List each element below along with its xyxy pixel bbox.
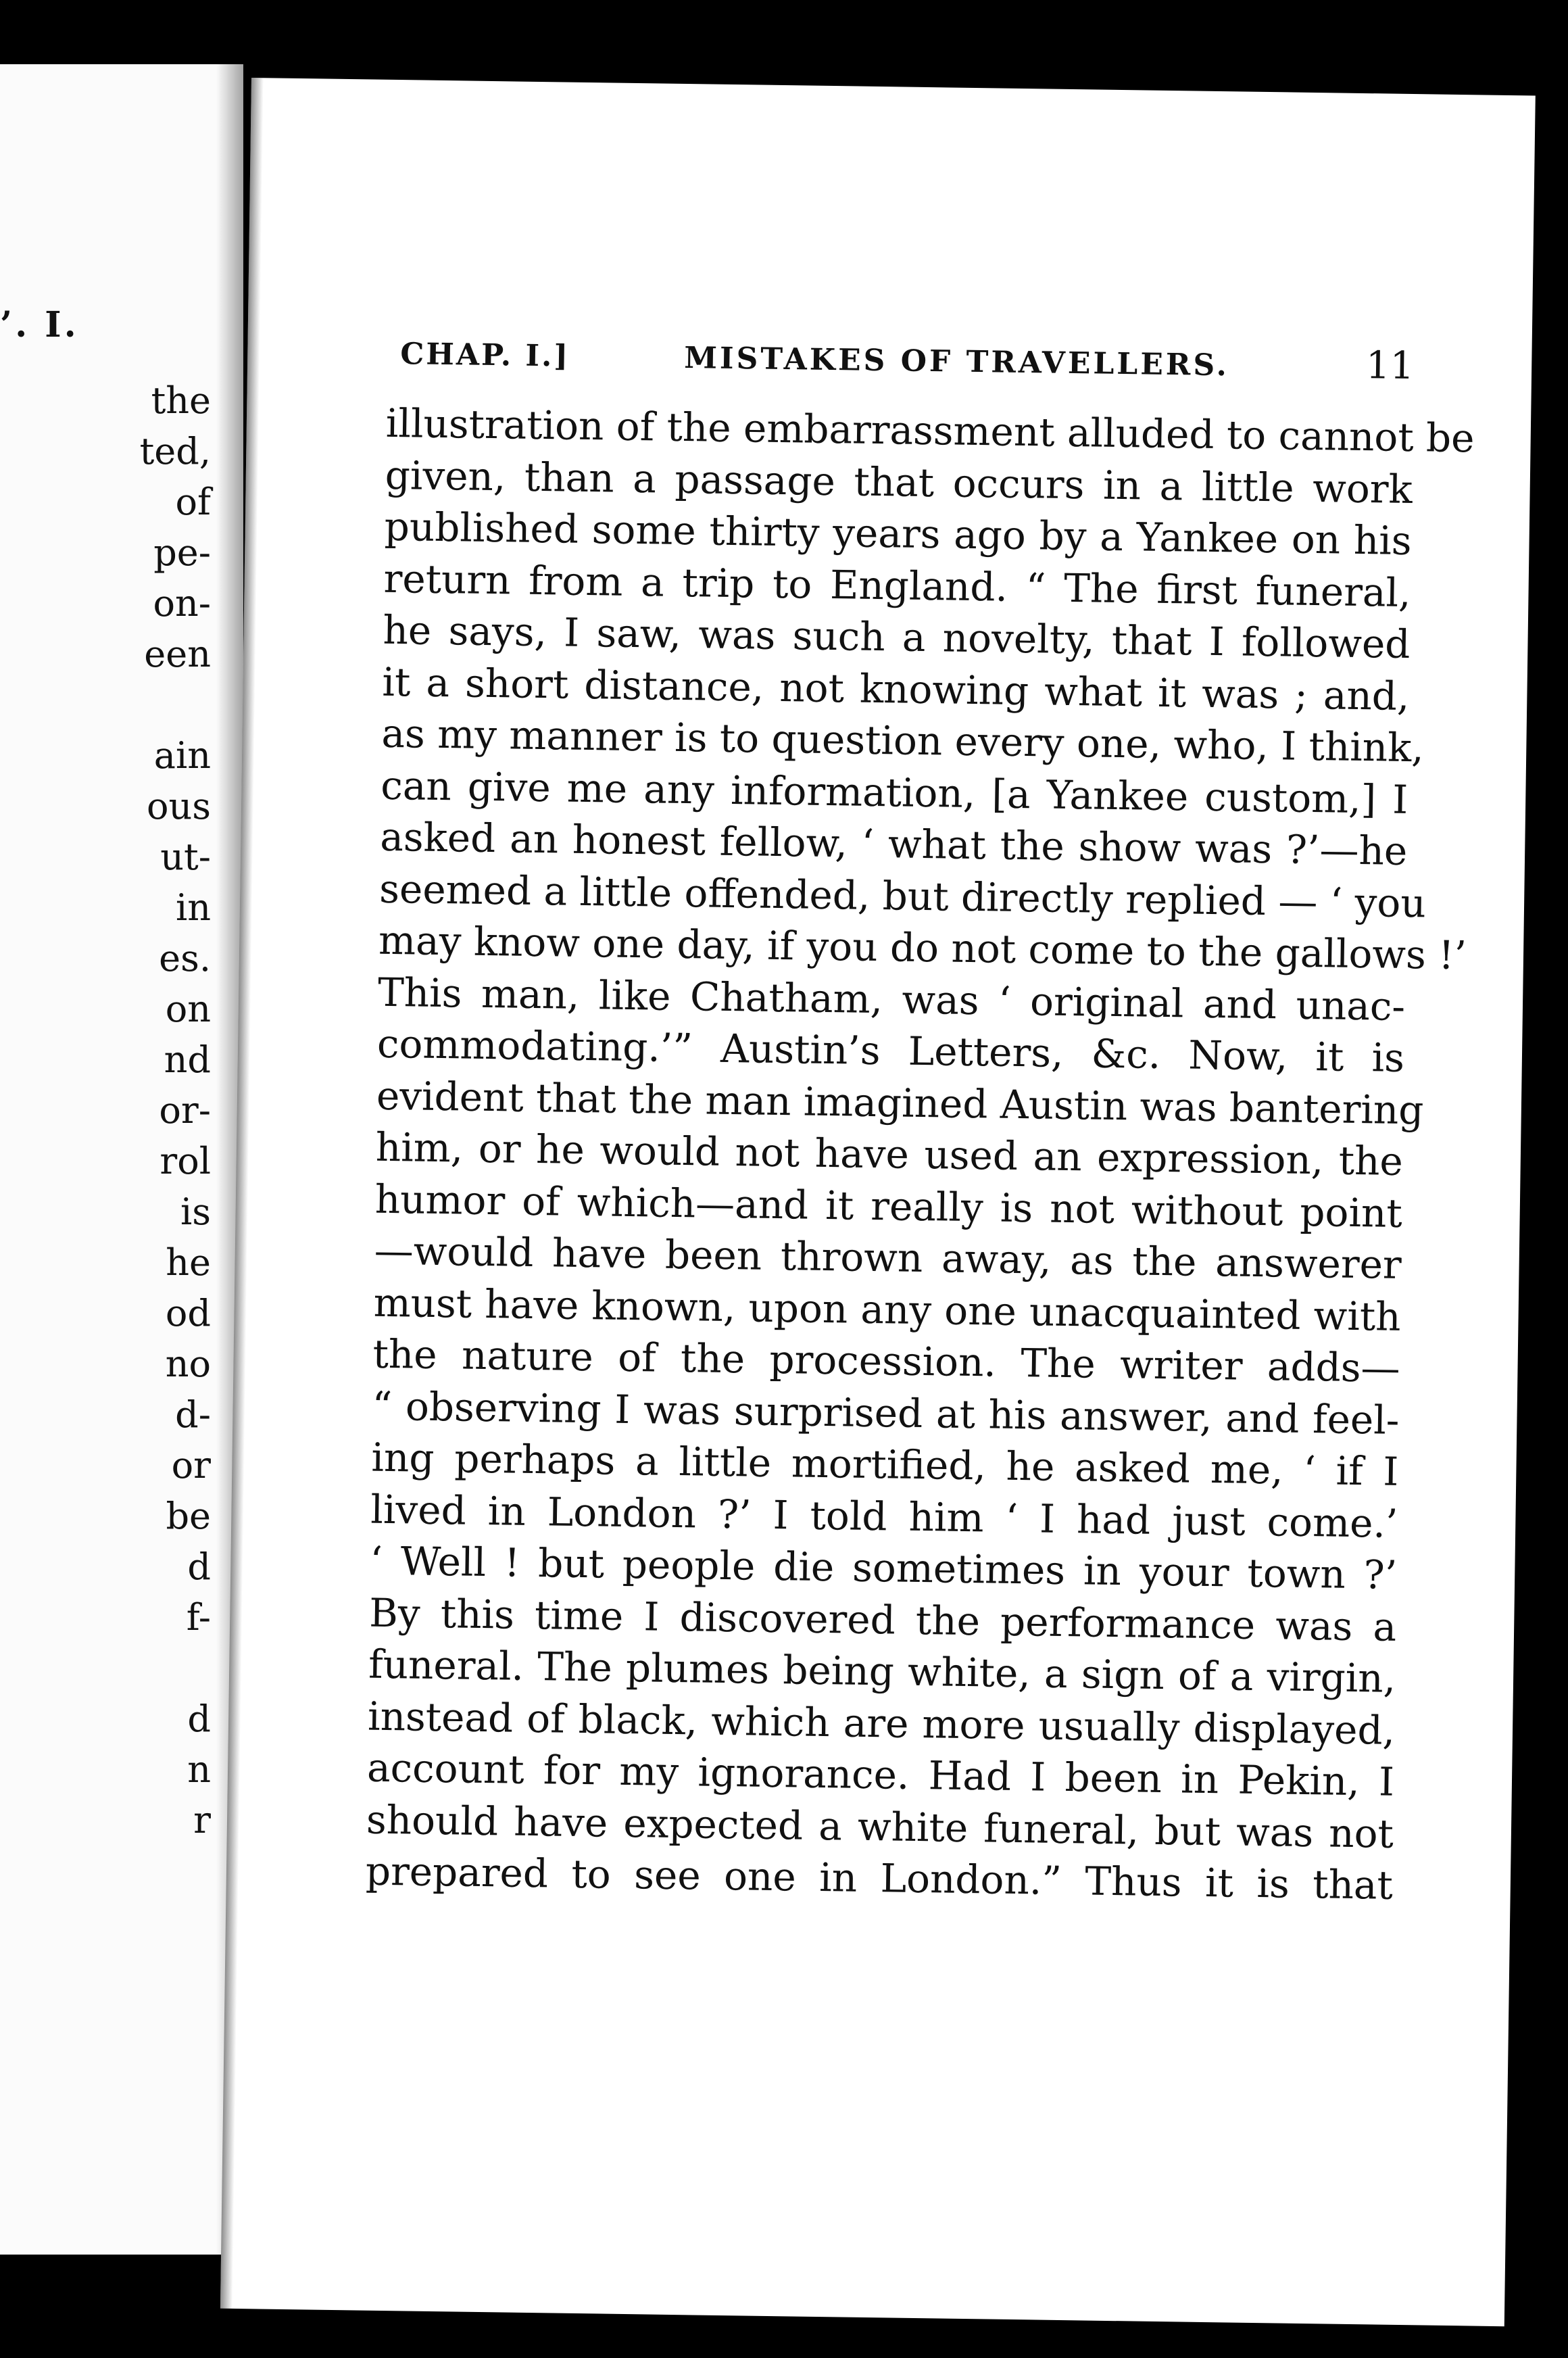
left-line: in (175, 886, 211, 929)
left-line: es. (159, 937, 211, 980)
text-line: evident that the man imagined Austin was bantering (376, 1072, 1424, 1133)
left-line: of (175, 481, 211, 523)
body-text (365, 398, 1475, 1912)
book-page (220, 78, 1536, 2326)
running-title: MISTAKES OF TRAVELLERS. (683, 340, 1230, 383)
left-line: he (166, 1241, 211, 1284)
text-line: published some thirty years ago by a Yankee on his (384, 503, 1413, 564)
text-line: should have expected a white funeral, but was not (366, 1796, 1394, 1857)
text-line: lived in London ?’ I told him ‘ I had just come.’ (370, 1486, 1398, 1547)
left-line: the (151, 379, 211, 422)
left-line: no (165, 1343, 211, 1385)
left-line: r (193, 1799, 211, 1842)
text-line: return from a trip to England. “ The first funeral, (383, 555, 1412, 616)
left-line (140, 679, 211, 730)
text-line: illustration of the embarrassment alluded to cannot be (385, 400, 1475, 462)
text-line: as my manner is to question every one, who, I think, (381, 710, 1425, 771)
left-line: rol (160, 1140, 211, 1182)
text-line: humor of which—and it really is not without point (374, 1176, 1403, 1236)
left-line: be (166, 1495, 211, 1537)
left-line: is (180, 1190, 211, 1233)
left-line: on (165, 988, 211, 1030)
left-facing-page (0, 64, 243, 2255)
left-line: d (187, 1545, 211, 1588)
text-line: ‘ Well ! but people die sometimes in your town ?’ (369, 1537, 1398, 1598)
left-line (140, 1643, 211, 1693)
left-running-head-fragment: ’. I. (0, 304, 79, 345)
text-line: funeral. The plumes being white, a sign of a virgin, (368, 1641, 1396, 1702)
text-line: can give me any information, [a Yankee custom,] I (380, 762, 1408, 823)
left-line: d- (175, 1393, 211, 1436)
text-line: ing perhaps a little mortified, he asked me, ‘ if I (371, 1434, 1399, 1495)
text-line: This man, like Chatham, was ‘ original and unac- (377, 969, 1406, 1030)
text-line: “ observing I was surprised at his answer, and feel- (372, 1382, 1400, 1443)
left-line: or (171, 1444, 211, 1487)
text-line: it a short distance, not knowing what it was ; and, (382, 658, 1410, 719)
text-line: prepared to see one in London.” Thus it is that (365, 1848, 1394, 1908)
left-line: f- (186, 1596, 211, 1639)
page-number: 11 (1365, 343, 1415, 389)
left-line: or- (159, 1089, 211, 1132)
text-line: asked an honest fellow, ‘ what the show was ?’—he (379, 813, 1408, 874)
text-line: may know one day, if you do not come to the gallows !’ (378, 917, 1467, 979)
text-line: instead of black, which are more usually displayed, (367, 1693, 1396, 1754)
left-line: ous (146, 785, 211, 827)
text-line: must have known, upon any one unacquainted with (373, 1279, 1402, 1340)
text-line: the nature of the procession. The writer adds— (372, 1330, 1400, 1391)
text-line: account for my ignorance. Had I been in Pekin, I (366, 1744, 1395, 1805)
left-line: een (144, 633, 211, 675)
running-head (400, 330, 1415, 398)
left-line: ted, (139, 430, 211, 473)
left-line: nd (164, 1038, 211, 1081)
left-line: ut- (160, 836, 211, 878)
left-line: n (187, 1748, 211, 1791)
text-line: given, than a passage that occurs in a little work (385, 452, 1413, 512)
text-line: commodating.’” Austin’s Letters, &c. Now, it is (376, 1020, 1405, 1081)
chapter-label: CHAP. I.] (399, 337, 570, 374)
left-line: d (187, 1698, 211, 1740)
left-text-fragments (140, 375, 211, 1846)
left-line: pe- (153, 531, 211, 574)
text-line: seemed a little offended, but directly replied — ‘ you (378, 865, 1427, 926)
left-line: ain (153, 734, 211, 777)
left-line: on- (153, 582, 211, 625)
left-line: od (165, 1292, 211, 1334)
text-line: —would have been thrown away, as the answerer (374, 1227, 1402, 1288)
text-line: he says, I saw, was such a novelty, that I followed (383, 606, 1411, 668)
text-line: By this time I discovered the performance was a (368, 1589, 1397, 1650)
text-line: him, or he would not have used an expression, the (375, 1124, 1404, 1184)
